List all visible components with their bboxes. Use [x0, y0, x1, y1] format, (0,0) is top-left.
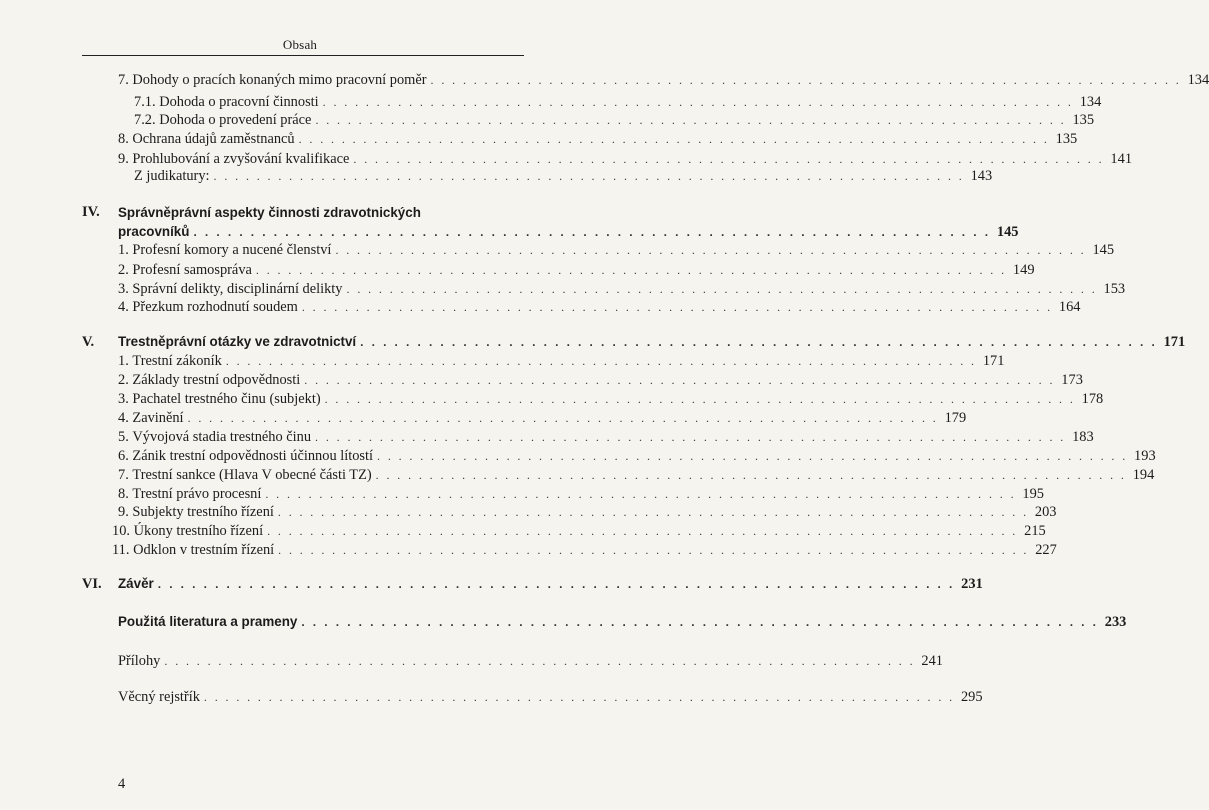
- entry-page: 295: [960, 689, 983, 705]
- dot-leader: . . . . . . . . . . . . . . . . . . . . . . . . . . . . . . . . . . . . . . . . . . . . . . . . . . . . . . . . . . . . . . . . . . . . . .: [187, 411, 939, 425]
- entry-title: Zavinění: [132, 410, 184, 426]
- dot-leader: . . . . . . . . . . . . . . . . . . . . . . . . . . . . . . . . . . . . . . . . . . . . . . . . . . . . . . . . . . . . . . . . . . . . . .: [315, 430, 1066, 444]
- entry-number: 7.1.: [134, 94, 156, 110]
- entry-title: Pachatel trestného činu (subjekt): [132, 391, 321, 407]
- entry-title: Dohoda o provedení práce: [159, 112, 312, 128]
- entry-page: 215: [1024, 523, 1046, 539]
- entry-title: Trestní sankce (Hlava V obecné části TZ): [132, 467, 372, 483]
- toc-entry: [112, 522, 1046, 540]
- entry-page: 179: [944, 410, 967, 426]
- entry-page: 171: [982, 353, 1005, 369]
- entry-number: 8.: [118, 486, 129, 502]
- entry-title: Úkony trestního řízení: [133, 523, 264, 539]
- toc-entry: [118, 371, 1083, 389]
- entry-page: 194: [1132, 467, 1155, 483]
- dot-leader: . . . . . . . . . . . . . . . . . . . . . . . . . . . . . . . . . . . . . . . . . . . . . . . . . . . . . . . . . . . . . . . . . . . . . .: [322, 95, 1074, 109]
- entry-title: Dohoda o pracovní činnosti: [159, 94, 319, 110]
- chapter-number: VI.: [82, 576, 102, 592]
- entry-page: 134: [1187, 72, 1209, 88]
- entry-page: 153: [1103, 281, 1126, 297]
- entry-page: 135: [1055, 131, 1078, 147]
- entry-title: Věcný rejstřík: [118, 689, 200, 705]
- entry-title: Trestní právo procesní: [132, 486, 262, 502]
- dot-leader: . . . . . . . . . . . . . . . . . . . . . . . . . . . . . . . . . . . . . . . . . . . . . . . . . . . . . . . . . . . . . . . . . . . . . .: [301, 300, 1053, 314]
- entry-page: 173: [1061, 372, 1083, 388]
- entry-title: Dohody o pracích konaných mimo pracovní poměr: [132, 72, 427, 88]
- entry-number: 3.: [118, 281, 129, 297]
- dot-leader: . . . . . . . . . . . . . . . . . . . . . . . . . . . . . . . . . . . . . . . . . . . . . . . . . . . . . . . . . . . . . . . . . . . . . .: [255, 263, 1007, 277]
- entry-page: 195: [1022, 486, 1044, 502]
- chapter-entry: [118, 333, 1186, 351]
- toc-entry: [112, 541, 1057, 559]
- dot-leader: . . . . . . . . . . . . . . . . . . . . . . . . . . . . . . . . . . . . . . . . . . . . . . . . . . . . . . . . . . . . . . . . . . . . . .: [304, 373, 1055, 387]
- dot-leader: . . . . . . . . . . . . . . . . . . . . . . . . . . . . . . . . . . . . . . . . . . . . . . . . . . . . . . . . . . . . . . . . . . . . . .: [277, 505, 1029, 519]
- entry-number: 5.: [118, 429, 129, 445]
- toc-entry: [118, 71, 1209, 89]
- entry-page: 233: [1104, 614, 1127, 630]
- entry-page: 241: [921, 653, 943, 669]
- toc-entry: [118, 298, 1081, 316]
- entry-title: Profesní komory a nucené členství: [132, 242, 332, 258]
- dot-leader: . . . . . . . . . . . . . . . . . . . . . . . . . . . . . . . . . . . . . . . . . . . . . . . . . . . . . . . . . . . . . . . . . . . . . .: [301, 615, 1099, 629]
- entry-number: 10.: [112, 523, 130, 539]
- entry-title: Z judikatury:: [134, 168, 210, 184]
- dot-leader: . . . . . . . . . . . . . . . . . . . . . . . . . . . . . . . . . . . . . . . . . . . . . . . . . . . . . . . . . . . . . . . . . . . . . .: [164, 654, 915, 668]
- dot-leader: . . . . . . . . . . . . . . . . . . . . . . . . . . . . . . . . . . . . . . . . . . . . . . . . . . . . . . . . . . . . . . . . . . . . . .: [375, 468, 1127, 482]
- entry-page: 193: [1134, 448, 1156, 464]
- dot-leader: . . . . . . . . . . . . . . . . . . . . . . . . . . . . . . . . . . . . . . . . . . . . . . . . . . . . . . . . . . . . . . . . . . . . . .: [278, 543, 1029, 557]
- dot-leader: . . . . . . . . . . . . . . . . . . . . . . . . . . . . . . . . . . . . . . . . . . . . . . . . . . . . . . . . . . . . . . . . . . . . . .: [265, 487, 1016, 501]
- chapter-entry: [118, 575, 983, 593]
- entry-title: Ochrana údajů zaměstnanců: [132, 131, 295, 147]
- toc-entry: [118, 280, 1126, 298]
- chapter-entry: [118, 223, 1019, 241]
- entry-page: 178: [1081, 391, 1104, 407]
- back-matter-entry: [118, 613, 1127, 631]
- dot-leader: . . . . . . . . . . . . . . . . . . . . . . . . . . . . . . . . . . . . . . . . . . . . . . . . . . . . . . . . . . . . . . . . . . . . . .: [203, 690, 955, 704]
- entry-title: Prohlubování a zvyšování kvalifikace: [132, 151, 350, 167]
- dot-leader: . . . . . . . . . . . . . . . . . . . . . . . . . . . . . . . . . . . . . . . . . . . . . . . . . . . . . . . . . . . . . . . . . . . . . .: [346, 282, 1098, 296]
- entry-number: 7.: [118, 72, 129, 88]
- entry-page: 183: [1072, 429, 1094, 445]
- dot-leader: . . . . . . . . . . . . . . . . . . . . . . . . . . . . . . . . . . . . . . . . . . . . . . . . . . . . . . . . . . . . . . . . . . . . . .: [360, 335, 1158, 349]
- entry-number: 9.: [118, 504, 129, 520]
- entry-title: Přezkum rozhodnutí soudem: [132, 299, 298, 315]
- chapter-page: 145: [996, 224, 1019, 240]
- chapter-page: 231: [961, 576, 983, 592]
- entry-number: 8.: [118, 131, 129, 147]
- chapter-title-line1: Správněprávní aspekty činnosti zdravotnických: [118, 205, 421, 220]
- dot-leader: . . . . . . . . . . . . . . . . . . . . . . . . . . . . . . . . . . . . . . . . . . . . . . . . . . . . . . . . . . . . . . . . . . . . . .: [315, 113, 1067, 127]
- entry-number: 11.: [112, 542, 130, 558]
- dot-leader: . . . . . . . . . . . . . . . . . . . . . . . . . . . . . . . . . . . . . . . . . . . . . . . . . . . . . . . . . . . . . . . . . . . . . .: [430, 73, 1182, 87]
- entry-title: Profesní samospráva: [132, 262, 252, 278]
- back-matter-entry: [118, 652, 943, 670]
- entry-title: Správní delikty, disciplinární delikty: [132, 281, 343, 297]
- entry-number: 1.: [118, 353, 129, 369]
- toc-entry: [118, 409, 967, 427]
- toc-entry: [118, 150, 1133, 168]
- entry-title: Vývojová stadia trestného činu: [132, 429, 312, 445]
- page-number: 4: [118, 776, 126, 792]
- chapter-number: IV.: [82, 204, 100, 220]
- entry-number: 7.2.: [134, 112, 156, 128]
- dot-leader: . . . . . . . . . . . . . . . . . . . . . . . . . . . . . . . . . . . . . . . . . . . . . . . . . . . . . . . . . . . . . . . . . . . . . .: [267, 524, 1018, 538]
- entry-number: 9.: [118, 151, 129, 167]
- entry-number: 4.: [118, 410, 129, 426]
- entry-page: 143: [970, 168, 993, 184]
- back-matter-entry: [118, 688, 983, 706]
- header-rule: [82, 55, 524, 56]
- dot-leader: . . . . . . . . . . . . . . . . . . . . . . . . . . . . . . . . . . . . . . . . . . . . . . . . . . . . . . . . . . . . . . . . . . . . . .: [193, 225, 991, 239]
- entry-title: Trestní zákoník: [132, 353, 222, 369]
- toc-entry: [134, 93, 1102, 111]
- entry-title: Odklon v trestním řízení: [133, 542, 275, 558]
- dot-leader: . . . . . . . . . . . . . . . . . . . . . . . . . . . . . . . . . . . . . . . . . . . . . . . . . . . . . . . . . . . . . . . . . . . . . .: [157, 577, 955, 591]
- dot-leader: . . . . . . . . . . . . . . . . . . . . . . . . . . . . . . . . . . . . . . . . . . . . . . . . . . . . . . . . . . . . . . . . . . . . . .: [225, 354, 977, 368]
- chapter-title: Trestněprávní otázky ve zdravotnictví: [118, 334, 357, 349]
- toc-entry: [118, 352, 1005, 370]
- entry-number: 6.: [118, 448, 129, 464]
- entry-number: 1.: [118, 242, 129, 258]
- entry-title: Přílohy: [118, 653, 161, 669]
- dot-leader: . . . . . . . . . . . . . . . . . . . . . . . . . . . . . . . . . . . . . . . . . . . . . . . . . . . . . . . . . . . . . . . . . . . . . .: [353, 152, 1105, 166]
- running-head: Obsah: [282, 37, 318, 52]
- entry-number: 2.: [118, 372, 129, 388]
- toc-entry: [118, 241, 1115, 259]
- entry-page: 227: [1035, 542, 1057, 558]
- entry-number: 2.: [118, 262, 129, 278]
- entry-number: 4.: [118, 299, 129, 315]
- entry-page: 141: [1110, 151, 1133, 167]
- dot-leader: . . . . . . . . . . . . . . . . . . . . . . . . . . . . . . . . . . . . . . . . . . . . . . . . . . . . . . . . . . . . . . . . . . . . . .: [324, 392, 1076, 406]
- entry-page: 134: [1079, 94, 1102, 110]
- entry-page: 164: [1058, 299, 1081, 315]
- entry-page: 135: [1072, 112, 1095, 128]
- entry-page: 203: [1034, 504, 1057, 520]
- entry-page: 149: [1012, 262, 1035, 278]
- toc-entry: [118, 447, 1156, 465]
- dot-leader: . . . . . . . . . . . . . . . . . . . . . . . . . . . . . . . . . . . . . . . . . . . . . . . . . . . . . . . . . . . . . . . . . . . . . .: [298, 132, 1050, 146]
- entry-title: Zánik trestní odpovědnosti účinnou lítostí: [132, 448, 374, 464]
- chapter-title-line2: pracovníků: [118, 224, 190, 239]
- dot-leader: . . . . . . . . . . . . . . . . . . . . . . . . . . . . . . . . . . . . . . . . . . . . . . . . . . . . . . . . . . . . . . . . . . . . . .: [377, 449, 1128, 463]
- entry-number: 3.: [118, 391, 129, 407]
- chapter-page: 171: [1163, 334, 1186, 350]
- toc-entry: [134, 111, 1095, 129]
- dot-leader: . . . . . . . . . . . . . . . . . . . . . . . . . . . . . . . . . . . . . . . . . . . . . . . . . . . . . . . . . . . . . . . . . . . . . .: [335, 243, 1087, 257]
- toc-entry: [118, 466, 1155, 484]
- toc-entry: [118, 485, 1044, 503]
- entry-title: Použitá literatura a prameny: [118, 614, 298, 629]
- entry-page: 145: [1092, 242, 1115, 258]
- entry-number: 7.: [118, 467, 129, 483]
- toc-entry: [118, 503, 1057, 521]
- chapter-title: Závěr: [118, 576, 154, 591]
- toc-entry: [118, 261, 1035, 279]
- chapter-number: V.: [82, 334, 95, 350]
- toc-entry: [134, 167, 993, 185]
- toc-entry: [118, 130, 1078, 148]
- toc-entry: [118, 390, 1104, 408]
- entry-title: Základy trestní odpovědnosti: [132, 372, 301, 388]
- entry-title: Subjekty trestního řízení: [132, 504, 274, 520]
- dot-leader: . . . . . . . . . . . . . . . . . . . . . . . . . . . . . . . . . . . . . . . . . . . . . . . . . . . . . . . . . . . . . . . . . . . . . .: [213, 169, 965, 183]
- toc-entry: [118, 428, 1094, 446]
